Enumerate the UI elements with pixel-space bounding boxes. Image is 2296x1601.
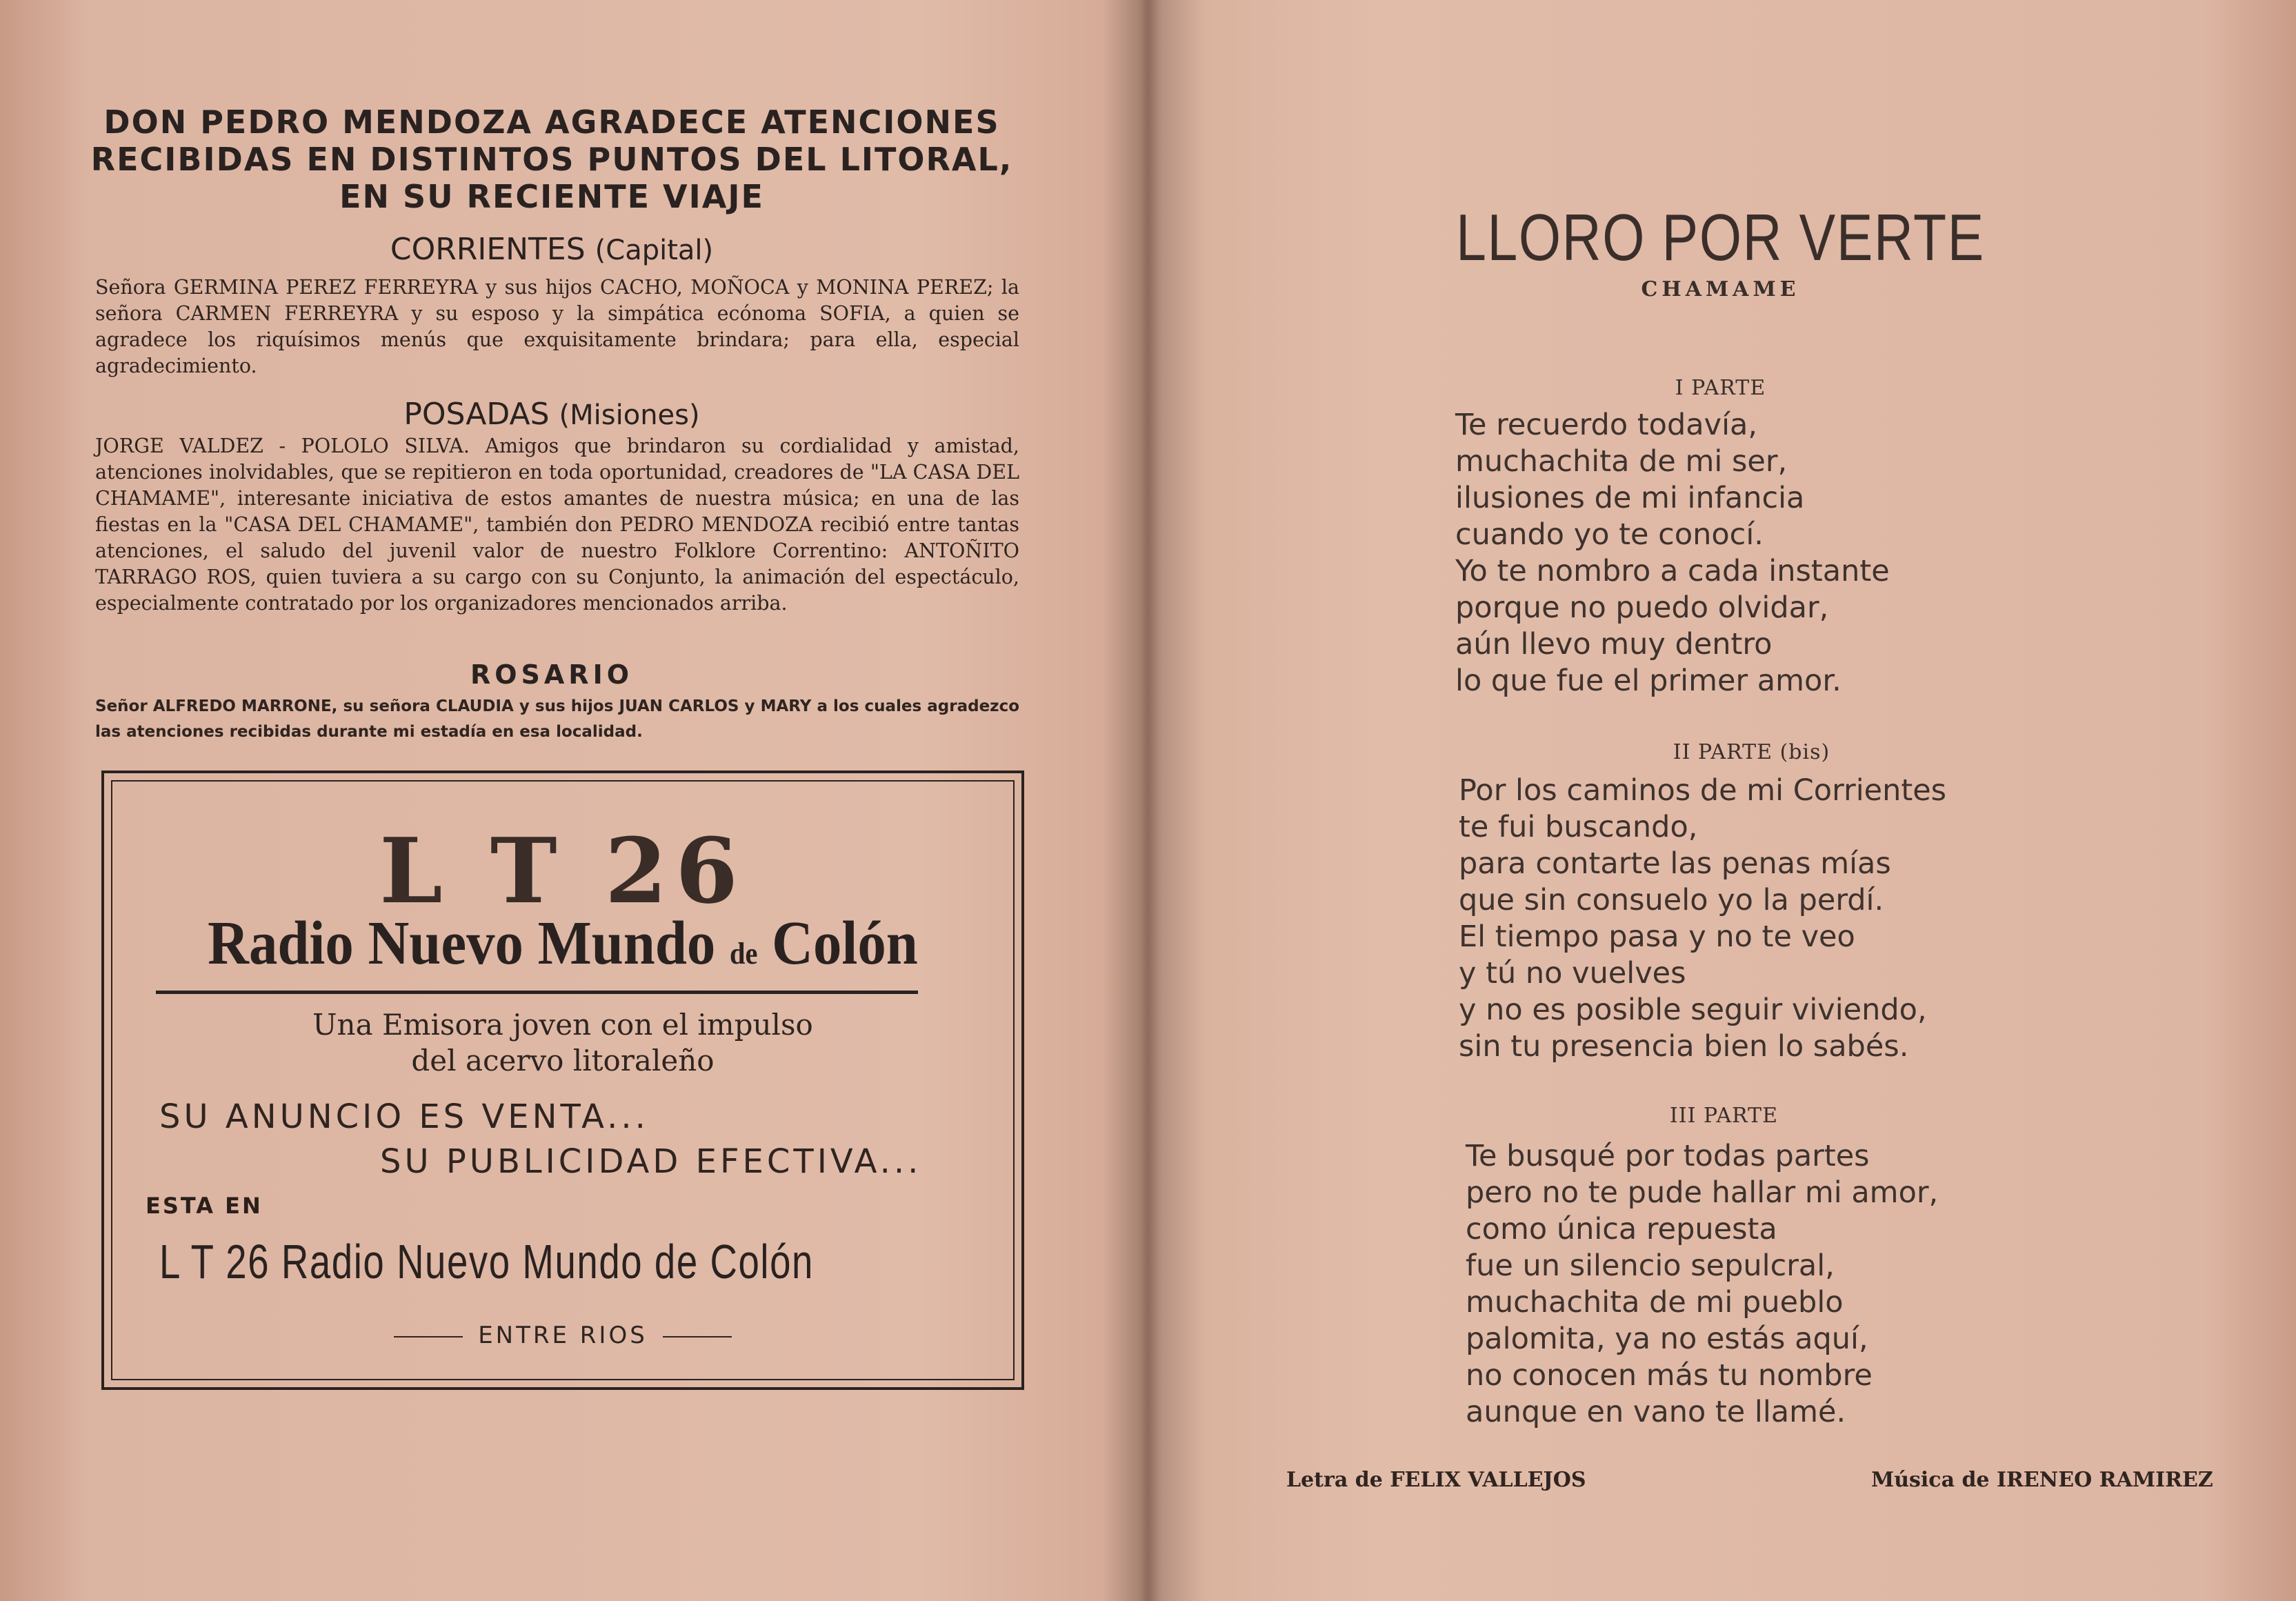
thanks-heading — [83, 103, 1021, 215]
ad-esta-en: ESTA EN — [146, 1193, 263, 1219]
verse-part-2 — [1459, 773, 1946, 1065]
ad-province-text: ENTRE RIOS — [478, 1322, 648, 1349]
verse-line: y tú no vuelves — [1459, 956, 1686, 991]
ad-bottom-line: L T 26 Radio Nuevo Mundo de Colón — [159, 1235, 814, 1289]
ad-tagline: del acervo litoraleño — [411, 1044, 715, 1077]
section-paragraph-posadas: JORGE VALDEZ - POLOLO SILVA. Amigos que brindaron su cordialidad y amistad, atenciones inolvidables, que se repitieron en toda oportunidad, creadores de "LA CASA DEL CHAMAME", interesante iniciativa de estos amantes de nuestra música; en una de las fiestas en la "CASA DEL CHAMAME", también don PEDRO MENDOZA recibió entre tantas atenciones, el saludo del juvenil valor de nuestro Folklore Correntino: ANTOÑITO TARRAGO ROS, quien tuviera a su cargo con su Conjunto, la animación del espectáculo, especialmente contratado por los organizadores mencionados arriba. — [95, 435, 1019, 615]
left-page — [0, 0, 1131, 1601]
section-title-text: ROSARIO — [470, 659, 634, 690]
verse-line: te fui buscando, — [1459, 810, 1698, 844]
lyrics-credit: Letra de FELIX VALLEJOS — [1286, 1468, 1586, 1492]
verse-line: y no es posible seguir viviendo, — [1459, 993, 1927, 1027]
verse-part-3 — [1466, 1138, 1938, 1431]
music-credit: Música de IRENEO RAMIREZ — [1871, 1468, 2213, 1492]
section-title-text: POSADAS — [403, 397, 550, 432]
ad-tagline: Una Emisora joven con el impulso — [312, 1008, 813, 1042]
right-page — [1145, 0, 2296, 1601]
heading-line: EN SU RECIENTE VIAJE — [339, 178, 764, 215]
verse-line: ilusiones de mi infancia — [1455, 481, 1805, 515]
section-title-text: CORRIENTES — [390, 232, 586, 267]
verse-line: lo que fue el primer amor. — [1455, 664, 1841, 698]
ad-station-name — [141, 908, 985, 979]
verse-line: para contarte las penas mías — [1459, 846, 1891, 881]
verse-line: Yo te nombro a cada instante — [1455, 554, 1890, 588]
ad-callsign: L T 26 — [379, 818, 746, 924]
verse-line: cuando yo te conocí. — [1455, 517, 1764, 552]
section-title-posadas — [83, 397, 1021, 432]
verse-line: Por los caminos de mi Corrientes — [1459, 773, 1947, 808]
verse-line: porque no puedo olvidar, — [1455, 590, 1829, 625]
verse-line: que sin consuelo yo la perdí. — [1459, 883, 1884, 917]
dash-rule — [394, 1336, 463, 1338]
part-label: II PARTE (bis) — [1673, 740, 1830, 764]
section-subtitle: (Capital) — [595, 235, 714, 266]
verse-part-1 — [1455, 407, 1890, 699]
ad-station-name-text: Radio Nuevo Mundo — [208, 909, 716, 977]
verse-line: sin tu presencia bien lo sabés. — [1459, 1029, 1909, 1064]
section-paragraph-rosario: Señor ALFREDO MARRONE, su señora CLAUDIA y sus hijos JUAN CARLOS y MARY a los cuales agradezco las atenciones recibidas durante mi estadía en esa localidad. — [95, 697, 1019, 741]
verse-line: no conocen más tu nombre — [1466, 1358, 1873, 1393]
ad-divider — [156, 991, 918, 994]
section-paragraph-corrientes: Señora GERMINA PEREZ FERREYRA y sus hijos CACHO, MOÑOCA y MONINA PEREZ; la señora CARMEN FERREYRA y su esposo y la simpática ecónoma SOFIA, a quien se agradece los riquísimos menús que exquisitamente brindara; para ella, especial agradecimiento. — [95, 276, 1019, 377]
ad-slogan: SU ANUNCIO ES VENTA... — [159, 1097, 649, 1136]
verse-line: fue un silencio sepulcral, — [1466, 1249, 1835, 1283]
song-genre: CHAMAME — [1641, 277, 1800, 301]
verse-line: aún llevo muy dentro — [1455, 627, 1773, 662]
verse-line: Te recuerdo todavía, — [1455, 408, 1758, 442]
ad-station-de: de — [730, 937, 758, 971]
verse-line: muchachita de mi pueblo — [1466, 1285, 1844, 1320]
part-label: III PARTE — [1669, 1104, 1779, 1128]
heading-line: DON PEDRO MENDOZA AGRADECE ATENCIONES — [103, 103, 1000, 141]
dash-rule — [663, 1336, 732, 1338]
section-title-corrientes — [83, 232, 1021, 267]
ad-province — [104, 1322, 1021, 1349]
verse-line: aunque en vano te llamé. — [1466, 1395, 1846, 1429]
heading-line: RECIBIDAS EN DISTINTOS PUNTOS DEL LITORAL, — [90, 141, 1013, 178]
ad-station-city: Colón — [772, 909, 918, 977]
section-title-rosario — [83, 659, 1021, 690]
verse-line: como única repuesta — [1466, 1212, 1777, 1246]
song-title: LLORO POR VERTE — [1456, 201, 1985, 275]
verse-line: pero no te pude hallar mi amor, — [1466, 1175, 1939, 1210]
radio-advertisement — [101, 770, 1024, 1390]
verse-line: El tiempo pasa y no te veo — [1459, 919, 1855, 954]
verse-line: Te busqué por todas partes — [1466, 1139, 1870, 1173]
verse-line: palomita, ya no estás aquí, — [1466, 1322, 1868, 1356]
verse-line: muchachita de mi ser, — [1455, 444, 1788, 479]
section-subtitle: (Misiones) — [559, 399, 700, 431]
ad-slogan: SU PUBLICIDAD EFECTIVA... — [380, 1142, 922, 1181]
part-label: I PARTE — [1675, 376, 1766, 400]
